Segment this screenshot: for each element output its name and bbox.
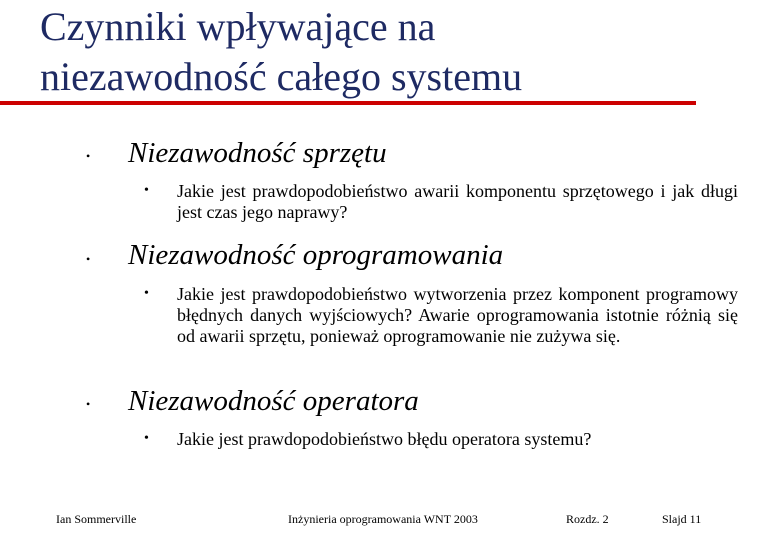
bullet-level1-2: • xyxy=(86,252,91,266)
bullet-level2-1: • xyxy=(144,183,149,198)
section-heading-hardware: Niezawodność sprzętu xyxy=(128,137,387,169)
bullet-level1-3: • xyxy=(86,397,91,411)
footer-course: Inżynieria oprogramowania WNT 2003 xyxy=(288,512,478,526)
bullet-level2-3: • xyxy=(144,431,149,446)
footer-author: Ian Sommerville xyxy=(56,512,137,526)
footer-slide-number: Slajd 11 xyxy=(662,512,702,526)
bullet-level1-1: • xyxy=(86,149,91,163)
bullet-level2-2: • xyxy=(144,286,149,301)
section-text-hardware: Jakie jest prawdopodobieństwo awarii komponentu sprzętowego i jak długi jest czas jego naprawy? xyxy=(177,181,738,222)
footer-chapter: Rozdz. 2 xyxy=(566,512,609,526)
section-text-operator: Jakie jest prawdopodobieństwo błędu operatora systemu? xyxy=(177,429,592,449)
slide-title-line-1: Czynniki wpływające na xyxy=(40,4,436,49)
section-heading-operator: Niezawodność operatora xyxy=(128,385,419,417)
section-heading-software: Niezawodność oprogramowania xyxy=(128,239,504,271)
slide-title xyxy=(40,2,680,102)
title-underline-rule xyxy=(0,101,696,105)
slide-title-line-2: niezawodność całego systemu xyxy=(40,54,523,99)
section-text-software: Jakie jest prawdopodobieństwo wytworzenia przez komponent programowy błędnych danych wyjściowych? Awarie oprogramowania istotnie różnią się od awarii sprzętu, ponieważ oprogramowanie nie zużywa się. xyxy=(177,284,738,346)
